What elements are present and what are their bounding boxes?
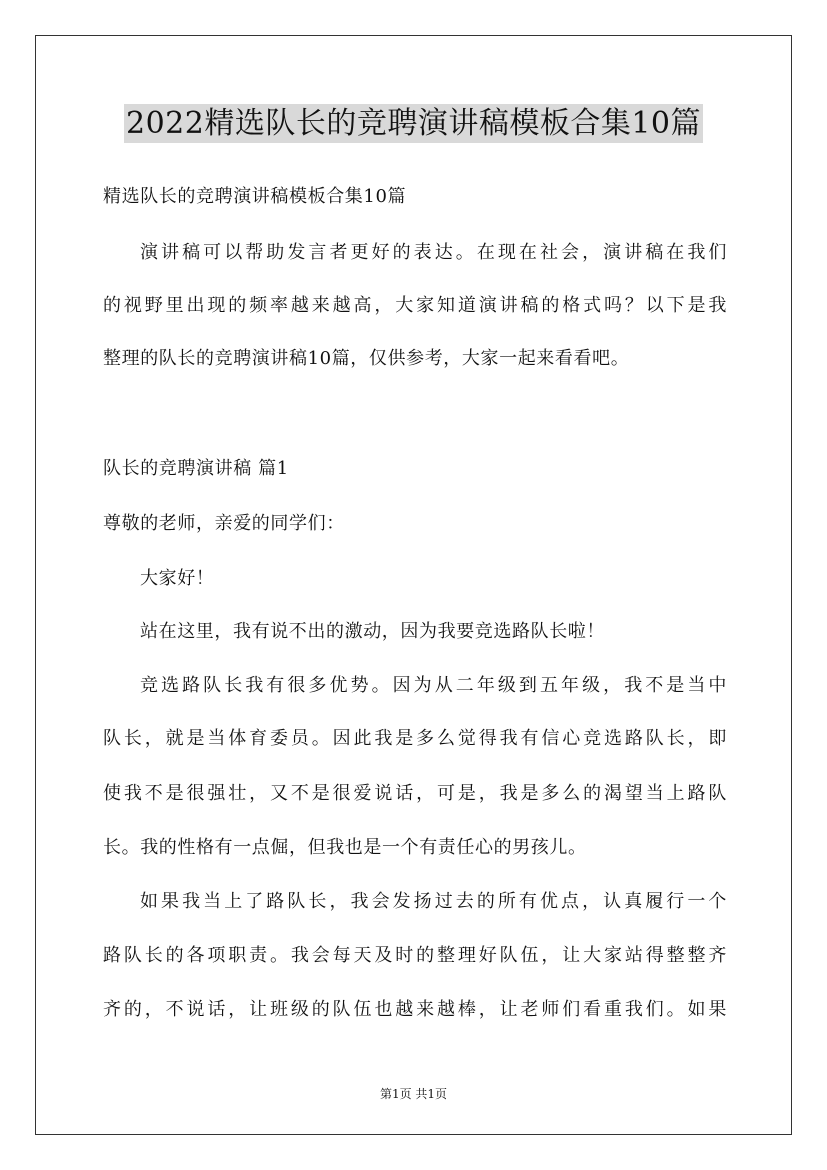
intro-line-3: 整理的队长的竞聘演讲稿10篇，仅供参考，大家一起来看看吧。 bbox=[103, 348, 630, 369]
paragraph-2-line-3: 使我不是很强壮，又不是很爱说话，可是，我是多么的渴望当上路队 bbox=[103, 783, 727, 804]
paragraph-3-line-1: 如果我当上了路队长，我会发扬过去的所有优点，认真履行一个 bbox=[140, 891, 727, 912]
paragraph-2-line-1: 竞选路队长我有很多优势。因为从二年级到五年级，我不是当中 bbox=[140, 675, 727, 696]
greeting: 大家好！ bbox=[140, 568, 215, 589]
section-heading: 队长的竞聘演讲稿 篇1 bbox=[103, 458, 289, 479]
intro-line-2: 的视野里出现的频率越来越高，大家知道演讲稿的格式吗？以下是我 bbox=[103, 295, 727, 316]
paragraph-2-line-4: 长。我的性格有一点倔，但我也是一个有责任心的男孩儿。 bbox=[103, 837, 587, 858]
paragraph-3-line-3: 齐的，不说话，让班级的队伍也越来越棒，让老师们看重我们。如果 bbox=[103, 999, 727, 1020]
document-subtitle: 精选队长的竞聘演讲稿模板合集10篇 bbox=[103, 186, 407, 207]
page-footer: 第1页 共1页 bbox=[379, 1087, 448, 1101]
paragraph-2-line-2: 队长，就是当体育委员。因此我是多么觉得我有信心竞选路队长，即 bbox=[103, 728, 727, 749]
document-title-text: 2022精选队长的竞聘演讲稿模板合集10篇 bbox=[125, 106, 702, 141]
intro-line-1: 演讲稿可以帮助发言者更好的表达。在现在社会，演讲稿在我们 bbox=[140, 242, 727, 263]
salutation: 尊敬的老师，亲爱的同学们： bbox=[103, 513, 345, 534]
paragraph-1: 站在这里，我有说不出的激动，因为我要竞选路队长啦！ bbox=[140, 621, 605, 642]
document-title bbox=[0, 98, 827, 142]
paragraph-3-line-2: 路队长的各项职责。我会每天及时的整理好队伍，让大家站得整整齐 bbox=[103, 945, 727, 966]
